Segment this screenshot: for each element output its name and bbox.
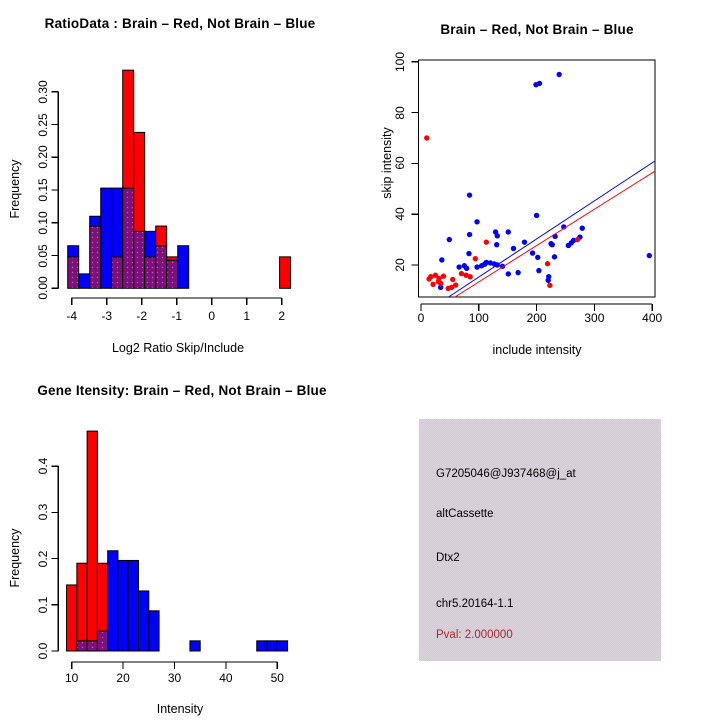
x-tick-label: -1: [171, 309, 183, 323]
scatter-point-blue: [522, 239, 527, 244]
scatter-point-red: [450, 277, 455, 282]
scatter-point-red: [424, 135, 429, 140]
histogram-bar-blue: [145, 231, 156, 257]
scatter-point-red: [575, 237, 580, 242]
y-tick-label: 0.05: [36, 243, 50, 268]
x-tick-label: 0: [208, 309, 216, 323]
histogram-bar-overlap: [134, 231, 145, 288]
y-tick-label: 0.0: [36, 642, 50, 660]
scatter-point-blue: [439, 257, 444, 262]
scatter-point-red: [430, 282, 435, 287]
x-tick-label: 20: [116, 671, 130, 685]
scatter-point-blue: [474, 264, 479, 269]
ratio-histogram-plot: [51, 70, 290, 305]
histogram-bar-red: [167, 257, 178, 260]
histogram-bar-blue: [90, 216, 101, 226]
scatter-point-blue: [580, 225, 585, 230]
histogram-bar-blue: [112, 188, 123, 257]
x-tick-label: 30: [167, 671, 182, 685]
x-tick-label: 0: [417, 311, 425, 325]
scatter-point-red: [436, 279, 441, 284]
y-tick-label: 0.25: [36, 112, 50, 137]
histogram-bar-overlap: [97, 631, 107, 651]
histogram-bar-blue: [257, 641, 267, 651]
x-tick-label: 10: [65, 671, 79, 685]
splice-type-text: altCassette: [436, 508, 494, 520]
gene-info-panel: [419, 419, 661, 661]
histogram-bar-red: [134, 132, 145, 231]
histogram-bar-blue: [128, 560, 138, 651]
y-tick-label: 0.2: [36, 550, 50, 567]
scatter-point-blue: [552, 254, 557, 259]
histogram-bar-overlap: [123, 188, 134, 288]
x-tick-label: 200: [526, 311, 547, 325]
histogram-bar-red: [67, 585, 77, 651]
histogram-bar-blue: [149, 611, 159, 651]
histogram-bar-red: [87, 431, 97, 641]
scatter-point-blue: [545, 278, 550, 283]
scatter-point-red: [547, 283, 552, 288]
scatter-point-blue: [556, 72, 561, 77]
scatter-point-blue: [467, 192, 472, 197]
scatter-point-blue: [536, 268, 541, 273]
histogram-bar-red: [123, 70, 134, 188]
scatter-point-blue: [494, 242, 499, 247]
histogram-bar-overlap: [87, 641, 97, 651]
ratio-histogram-title: RatioData : Brain – Red, Not Brain – Blue: [44, 16, 316, 31]
y-tick-label: 80: [393, 105, 407, 120]
probe-id-text: G7205046@J937468@j_at: [436, 468, 576, 480]
scatter-point-red: [428, 274, 433, 279]
y-tick-label: 0.3: [36, 504, 50, 521]
histogram-bar-blue: [101, 188, 112, 288]
x-tick-label: 400: [642, 311, 663, 325]
scatter-point-blue: [466, 251, 471, 256]
histogram-bar-blue: [277, 641, 287, 651]
y-tick-label: 100: [393, 51, 407, 72]
scatter-point-blue: [464, 266, 469, 271]
scatter-point-blue: [467, 232, 472, 237]
x-tick-label: 50: [270, 671, 284, 685]
scatter-point-red: [467, 274, 472, 279]
x-tick-label: 1: [243, 309, 251, 323]
scatter-point-red: [453, 282, 458, 287]
histogram-bar-red: [97, 563, 107, 631]
plot-box: [419, 60, 656, 297]
histogram-bar-blue: [178, 246, 189, 289]
y-tick-label: 0.30: [36, 80, 50, 104]
histogram-bar-overlap: [77, 641, 87, 651]
y-tick-label: 20: [393, 258, 407, 272]
histogram-bar-overlap: [167, 260, 178, 288]
gene-histogram-plot: [51, 431, 287, 669]
scatter-point-blue: [511, 246, 516, 251]
histogram-bar-overlap: [112, 257, 123, 288]
pval-text: Pval: 2.000000: [436, 629, 513, 641]
scatter-point-blue: [447, 237, 452, 242]
scatter-point-red: [459, 271, 464, 276]
scatter-point-blue: [535, 255, 540, 260]
histogram-bar-blue: [139, 591, 149, 651]
scatter-point-blue: [550, 242, 555, 247]
x-tick-label: 2: [278, 309, 286, 323]
scatter-x-axis-label: include intensity: [492, 343, 582, 357]
y-tick-label: 0.4: [36, 457, 50, 475]
x-tick-label: 40: [219, 671, 233, 685]
y-tick-label: 60: [393, 156, 407, 171]
scatter-point-blue: [647, 253, 652, 258]
histogram-bar-overlap: [68, 257, 79, 288]
x-tick-label: 100: [468, 311, 489, 325]
histogram-bar-blue: [118, 560, 128, 651]
y-tick-label: 0.20: [36, 145, 50, 169]
x-tick-label: -3: [101, 309, 113, 323]
y-tick-label: 0.10: [36, 211, 50, 235]
scatter-point-blue: [456, 264, 461, 269]
y-tick-label: 0.15: [36, 178, 50, 202]
x-tick-label: -2: [136, 309, 148, 323]
gene-histogram-title: Gene Itensity: Brain – Red, Not Brain – Blue: [37, 383, 327, 398]
histogram-bar-blue: [108, 551, 118, 651]
histogram-bar-blue: [267, 641, 277, 651]
gene-histogram-y-axis-label: Frequency: [8, 528, 22, 588]
scatter-point-blue: [506, 229, 511, 234]
ratio-histogram-y-axis-label: Frequency: [8, 159, 22, 219]
histogram-bar-red: [77, 563, 87, 641]
regression-line-brain_fit: [455, 171, 656, 297]
scatter-point-red: [545, 261, 550, 266]
scatter-point-blue: [495, 233, 500, 238]
histogram-bar-blue: [79, 274, 90, 288]
gene-histogram-x-axis-label: Intensity: [156, 702, 204, 716]
gene-name-text: Dtx2: [436, 552, 460, 564]
histogram-bar-overlap: [145, 257, 156, 288]
scatter-point-red: [473, 256, 478, 261]
histogram-bar-red: [280, 257, 291, 288]
scatter-y-axis-label: skip intensity: [380, 127, 394, 199]
scatter-title: Brain – Red, Not Brain – Blue: [440, 22, 634, 37]
y-tick-label: 40: [393, 207, 407, 221]
y-tick-label: 0.00: [36, 276, 50, 300]
scatter-point-blue: [530, 250, 535, 255]
histogram-bar-red: [156, 226, 167, 246]
scatter-point-red: [441, 273, 446, 278]
histogram-bar-blue: [68, 246, 79, 257]
intensity-scatter-plot: [412, 60, 656, 311]
scatter-point-blue: [474, 219, 479, 224]
histogram-bar-overlap: [90, 226, 101, 288]
histogram-bar-overlap: [156, 246, 167, 289]
y-tick-label: 0.1: [36, 596, 50, 614]
scatter-point-blue: [534, 213, 539, 218]
x-tick-label: -4: [66, 309, 78, 323]
scatter-point-blue: [537, 81, 542, 86]
ratio-histogram-x-axis-label: Log2 Ratio Skip/Include: [111, 341, 245, 355]
locus-text: chr5.20164-1.1: [436, 598, 514, 610]
histogram-bar-blue: [190, 641, 200, 651]
x-tick-label: 300: [584, 311, 605, 325]
scatter-point-red: [484, 239, 489, 244]
scatter-point-blue: [506, 271, 511, 276]
scatter-point-blue: [515, 270, 520, 275]
regression-line-not_brain_fit: [448, 161, 655, 297]
